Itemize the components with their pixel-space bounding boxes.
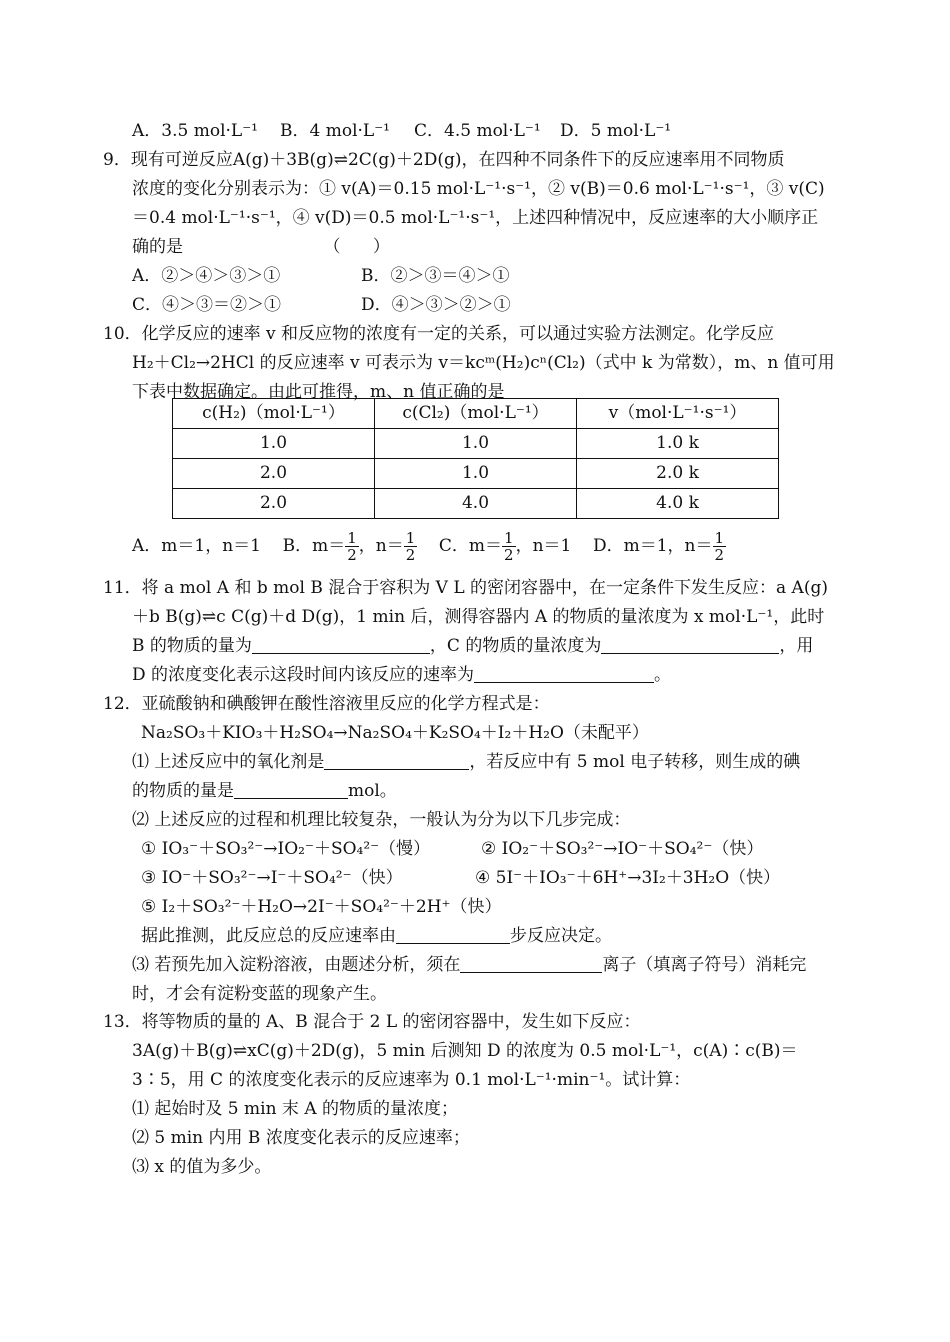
- answer-blank[interactable]: [324, 751, 469, 770]
- q9-line-1: 9．现有可逆反应A(g)＋3B(g)⇌2C(g)＋2D(g)，在四种不同条件下的反应速率用不同物质: [103, 150, 785, 170]
- q9-line-3: ＝0.4 mol·L⁻¹·s⁻¹，④ v(D)＝0.5 mol·L⁻¹·s⁻¹，上述四种情况中，反应速率的大小顺序正: [132, 208, 819, 228]
- q10-option-c-text: C．m＝: [438, 536, 503, 556]
- table-cell: 1.0 k: [577, 429, 779, 459]
- q12-part-3: [103, 951, 853, 980]
- table-row: [173, 429, 779, 459]
- q12-text: ⑴ 上述反应中的氧化剂是: [132, 752, 325, 772]
- fraction-numerator: 1: [347, 529, 357, 547]
- table-cell: 4.0: [375, 489, 577, 519]
- q10-option-c: [438, 529, 577, 564]
- q11-text: D 的浓度变化表示这段时间内该反应的速率为: [132, 665, 475, 685]
- q10-option-b: [282, 529, 423, 564]
- table-row: [173, 459, 779, 489]
- q12-text: 据此推测，此反应总的反应速率由: [141, 926, 396, 946]
- q12-text: ⑶ 若预先加入淀粉溶液，由题述分析，须在: [132, 955, 461, 975]
- fraction-half: [713, 530, 727, 563]
- fraction-denominator: 2: [714, 546, 725, 564]
- q8-options: [132, 117, 852, 146]
- q13-line-1: 13．将等物质的量的 A、B 混合于 2 L 的密闭容器中，发生如下反应：: [103, 1012, 641, 1032]
- q10-option-c-text: ，n＝1: [515, 536, 572, 556]
- q9-line-2: 浓度的变化分别表示为：① v(A)＝0.15 mol·L⁻¹·s⁻¹，② v(B)＝0.6 mol·L⁻¹·s⁻¹，③ v(C): [132, 179, 825, 199]
- q12-steps-1-2: [103, 835, 853, 864]
- fraction-half: [502, 530, 516, 563]
- table-cell: 4.0 k: [577, 489, 779, 519]
- q12-text: ，若反应中有 5 mol 电子转移，则生成的碘: [469, 752, 801, 772]
- q10-option-b-text: B．m＝: [282, 536, 346, 556]
- q11-line-4: [103, 661, 853, 690]
- table-cell: 1.0: [173, 429, 375, 459]
- fraction-numerator: 1: [405, 529, 416, 547]
- q8-option-c: C．4.5 mol·L⁻¹: [414, 121, 541, 141]
- fraction-half: [345, 530, 359, 563]
- question-12: [103, 690, 853, 1009]
- table-cell: 1.0: [375, 429, 577, 459]
- q10-options: [132, 526, 852, 570]
- q11-line-2: ＋b B(g)⇌c C(g)＋d D(g)，1 min 后，测得容器内 A 的物质的量浓度为 x mol·L⁻¹，此时: [132, 607, 825, 627]
- table-header-cell: v（mol·L⁻¹·s⁻¹）: [577, 399, 779, 429]
- q12-step-1: ① IO₃⁻＋SO₃²⁻→IO₂⁻＋SO₄²⁻（慢）: [141, 839, 431, 859]
- q9-option-a: A．②＞④＞③＞①: [132, 266, 281, 286]
- q13-line-2: 3A(g)＋B(g)⇌xC(g)＋2D(g)，5 min 后测知 D 的浓度为 0.5 mol·L⁻¹，c(A)∶c(B)＝: [132, 1041, 798, 1061]
- q9-option-d: D．④＞③＞②＞①: [361, 295, 511, 315]
- q10-option-b-text: ，n＝: [358, 536, 404, 556]
- fraction-denominator: 2: [504, 546, 514, 564]
- q10-line-2: H₂＋Cl₂→2HCl 的反应速率 v 可表示为 v＝kcᵐ(H₂)cⁿ(Cl₂)（式中 k 为常数），m、n 值可用: [132, 353, 835, 373]
- question-13: [103, 1008, 853, 1182]
- q12-text: mol。: [348, 781, 397, 801]
- q12-step-4: ④ 5I⁻＋IO₃⁻＋6H⁺→3I₂＋3H₂O（快）: [475, 868, 781, 888]
- q13-part-3: ⑶ x 的值为多少。: [132, 1157, 272, 1177]
- q10-line-3: 下表中数据确定。由此可推得，m、n 值正确的是: [132, 382, 505, 402]
- q12-line-1: 12．亚硫酸钠和碘酸钾在酸性溶液里反应的化学方程式是：: [103, 694, 550, 714]
- q12-inference: [103, 922, 853, 951]
- question-11: [103, 574, 853, 690]
- q13-line-3: 3∶5，用 C 的浓度变化表示的反应速率为 0.1 mol·L⁻¹·min⁻¹。试计算：: [132, 1070, 691, 1090]
- fraction-half: [404, 530, 418, 563]
- q12-text: 的物质的量是: [132, 781, 234, 801]
- fraction-numerator: 1: [504, 529, 514, 547]
- q11-text: B 的物质的量为: [132, 636, 252, 656]
- q12-step-3: ③ IO⁻＋SO₃²⁻→I⁻＋SO₄²⁻（快）: [141, 868, 403, 888]
- q10-option-d-text: D．m＝1，n＝: [592, 536, 713, 556]
- table-cell: 2.0: [173, 489, 375, 519]
- fraction-numerator: 1: [714, 529, 725, 547]
- q11-text: ，C 的物质的量浓度为: [429, 636, 602, 656]
- table-header-cell: c(H₂)（mol·L⁻¹）: [173, 399, 375, 429]
- q10-option-d: [592, 529, 726, 564]
- q12-text: 步反应决定。: [510, 926, 612, 946]
- question-9: [103, 146, 853, 320]
- q12-text: 离子（填离子符号）消耗完: [602, 955, 807, 975]
- table-header-cell: c(Cl₂)（mol·L⁻¹）: [375, 399, 577, 429]
- q13-part-1: ⑴ 起始时及 5 min 末 A 的物质的量浓度；: [132, 1099, 459, 1119]
- fraction-denominator: 2: [347, 546, 357, 564]
- fraction-denominator: 2: [405, 546, 416, 564]
- question-10: [103, 320, 853, 407]
- q8-option-b: B．4 mol·L⁻¹: [280, 121, 390, 141]
- q9-option-b: B．②＞③＝④＞①: [361, 266, 510, 286]
- q12-part-2: ⑵ 上述反应的过程和机理比较复杂，一般认为分为以下几步完成：: [132, 810, 631, 830]
- q9-line-4: 确的是 （ ）: [132, 237, 390, 257]
- answer-blank[interactable]: [234, 780, 348, 799]
- table-header-row: [173, 399, 779, 429]
- answer-blank[interactable]: [474, 664, 654, 683]
- q8-option-a: A．3.5 mol·L⁻¹: [132, 121, 258, 141]
- table-cell: 2.0: [173, 459, 375, 489]
- table-row: [173, 489, 779, 519]
- q10-option-a: A．m＝1，n＝1: [132, 536, 261, 556]
- q8-option-d: D．5 mol·L⁻¹: [560, 121, 672, 141]
- q11-line-1: 11．将 a mol A 和 b mol B 混合于容积为 V L 的密闭容器中，在一定条件下发生反应：a A(g): [103, 578, 828, 598]
- q11-text: ，用: [779, 636, 814, 656]
- q9-option-c: C．④＞③＝②＞①: [132, 295, 282, 315]
- table-cell: 1.0: [375, 459, 577, 489]
- q12-equation: Na₂SO₃＋KIO₃＋H₂SO₄→Na₂SO₄＋K₂SO₄＋I₂＋H₂O（未配平）: [141, 723, 649, 743]
- q10-line-1: 10．化学反应的速率 v 和反应物的浓度有一定的关系，可以通过实验方法测定。化学反应: [103, 324, 775, 344]
- answer-blank[interactable]: [601, 635, 779, 654]
- q12-part-3-cont: 时，才会有淀粉变蓝的现象产生。: [132, 984, 387, 1004]
- answer-blank[interactable]: [460, 954, 602, 973]
- q11-line-3: [103, 632, 853, 661]
- q12-part-1: [103, 748, 853, 777]
- table-cell: 2.0 k: [577, 459, 779, 489]
- q12-steps-3-4: [103, 864, 853, 893]
- q12-step-2: ② IO₂⁻＋SO₃²⁻→IO⁻＋SO₄²⁻（快）: [481, 839, 764, 859]
- q10-data-table: [172, 398, 779, 519]
- q13-part-2: ⑵ 5 min 内用 B 浓度变化表示的反应速率；: [132, 1128, 470, 1148]
- q11-text: 。: [654, 665, 672, 685]
- answer-blank[interactable]: [396, 925, 510, 944]
- answer-blank[interactable]: [252, 635, 430, 654]
- q12-part-1-cont: [103, 777, 853, 806]
- q12-step-5: ⑤ I₂＋SO₃²⁻＋H₂O→2I⁻＋SO₄²⁻＋2H⁺（快）: [141, 897, 502, 917]
